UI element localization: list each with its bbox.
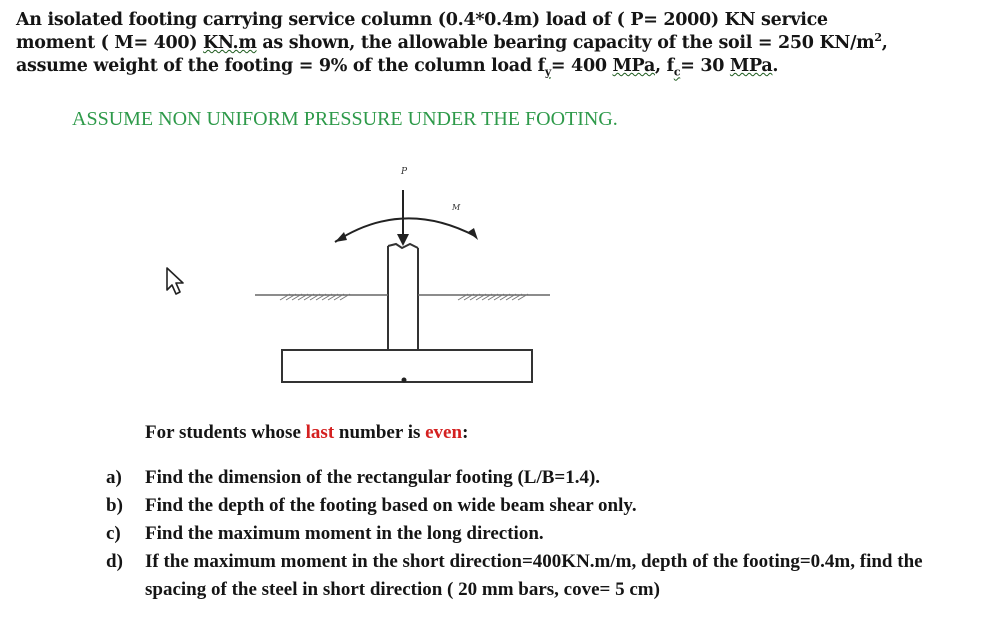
unit-mpa-1: MPa	[612, 56, 655, 76]
fc-text: , f	[654, 56, 674, 76]
unit-exponent: 2	[874, 31, 882, 45]
students-instruction	[145, 422, 468, 444]
fc-value: = 30	[680, 56, 730, 76]
assume-note: ASSUME NON UNIFORM PRESSURE UNDER THE FOOTING.	[72, 108, 618, 130]
problem-statement	[16, 9, 984, 78]
students-mid: number is	[334, 422, 426, 443]
task-b	[106, 492, 976, 520]
task-text: Find the maximum moment in the long direction.	[145, 523, 544, 544]
fy-value: = 400	[550, 56, 613, 76]
footing	[282, 350, 532, 382]
students-even: even	[425, 422, 463, 443]
students-last: last	[305, 422, 335, 443]
task-marker: b)	[106, 495, 123, 516]
period: .	[772, 56, 779, 76]
problem-line-3	[16, 55, 984, 78]
unit-mpa-2: MPa	[729, 56, 773, 76]
task-marker: c)	[106, 523, 121, 544]
footing-diagram	[140, 150, 700, 400]
load-label: P	[401, 167, 408, 177]
fy-subscript: y	[544, 65, 551, 79]
task-text: Find the dimension of the rectangular footing (L/B=1.4).	[145, 467, 601, 488]
bearing-text: as shown, the allowable bearing capacity of the soil = 250 KN/m	[256, 33, 875, 53]
comma: ,	[881, 33, 888, 53]
moment-label: M	[452, 203, 461, 212]
cursor-arrow-icon	[167, 268, 183, 294]
students-post: :	[462, 422, 469, 443]
fc-subscript: c	[673, 65, 681, 79]
ground-line	[255, 294, 550, 300]
moment-text: moment ( M= 400)	[16, 33, 204, 53]
column	[388, 244, 418, 350]
problem-line-1: An isolated footing carrying service column (0.4*0.4m) load of ( P= 2000) KN service	[16, 10, 828, 30]
unit-knm: KN.m	[203, 33, 257, 53]
task-a	[106, 464, 976, 492]
footing-center-dot	[402, 378, 407, 383]
task-marker: a)	[106, 467, 122, 488]
task-text: Find the depth of the footing based on wide beam shear only.	[145, 495, 637, 516]
task-marker: d)	[106, 551, 123, 572]
students-pre: For students whose	[145, 422, 306, 443]
task-text: If the maximum moment in the short direction=400KN.m/m, depth of the footing=0.4m, find the spacing of the steel in short direction ( 20 mm bars, cove= 5 cm)	[145, 551, 923, 600]
problem-line-2	[16, 32, 984, 55]
weight-text: assume weight of the footing = 9% of the column load f	[16, 56, 545, 76]
task-list	[106, 464, 976, 604]
task-d	[106, 548, 976, 604]
task-c	[106, 520, 976, 548]
